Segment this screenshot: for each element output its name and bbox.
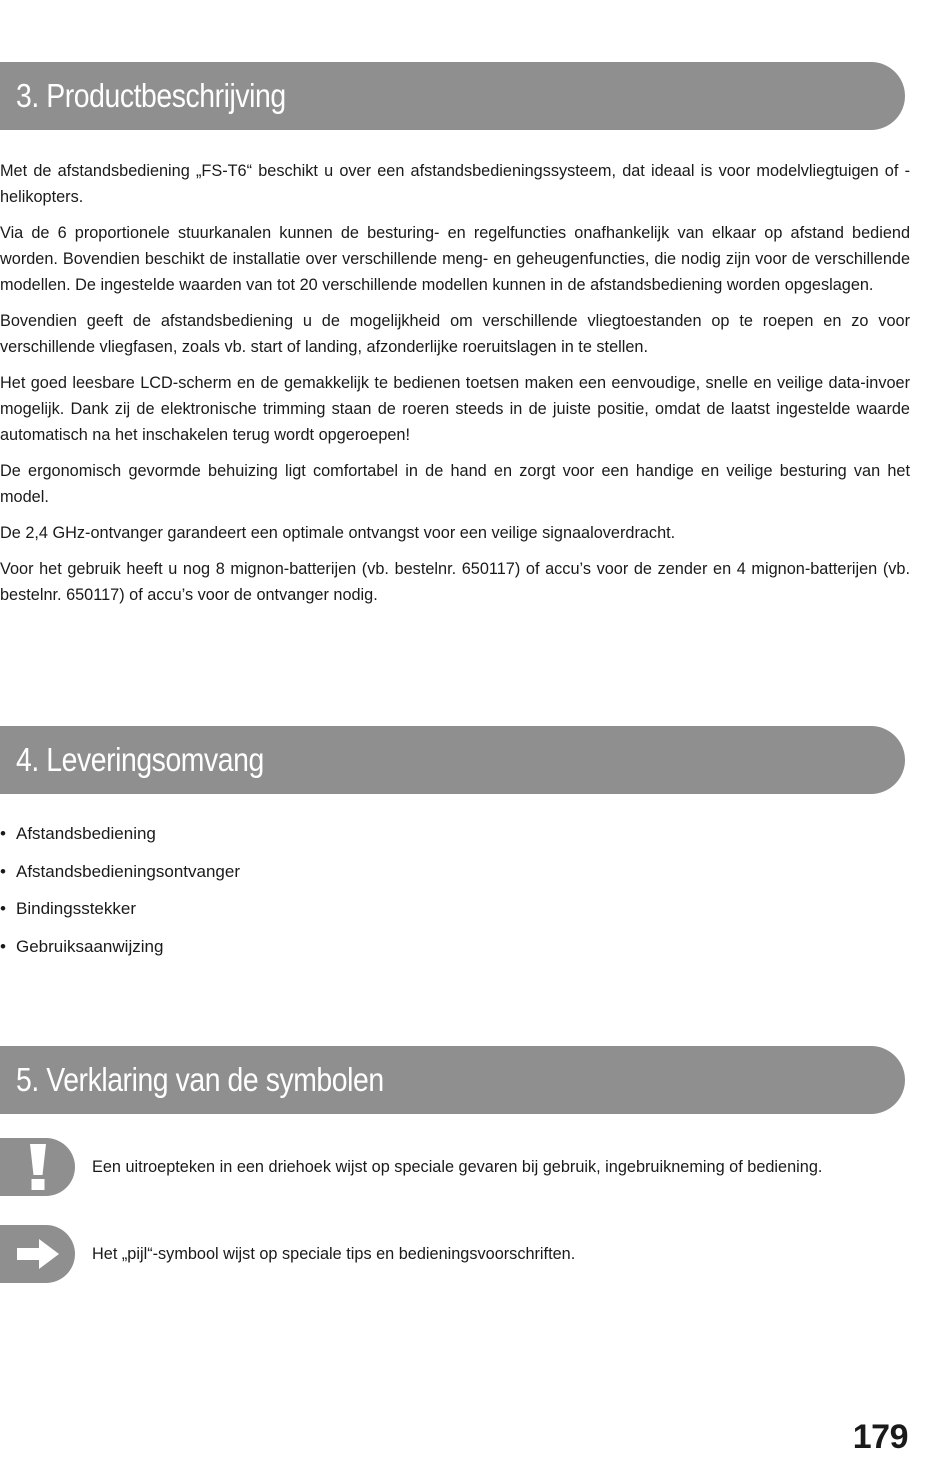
list-item [0, 898, 600, 936]
section-4-heading: 4. Leveringsomvang [16, 741, 264, 778]
arrow-right-icon [0, 1225, 75, 1283]
paragraph: De ergonomisch gevormde behuizing ligt comfortabel in de hand en zorgt voor een handige en veilige besturing van het model. [0, 462, 910, 506]
list-item [0, 936, 600, 974]
paragraph: Bovendien geeft de afstandsbediening u de mogelijkheid om verschillende vliegtoestanden op te roepen en zo voor verschillende vliegfasen, zoals vb. start of landing, afzonderlijke roeruitslagen in te stellen. [0, 312, 910, 356]
exclamation-icon [0, 1138, 75, 1196]
section-5-banner [0, 1046, 905, 1114]
list-item [0, 861, 600, 899]
symbol-description: Het „pijl“-symbool wijst op speciale tips en bedieningsvoorschriften. [92, 1245, 576, 1263]
paragraph: Met de afstandsbediening „FS-T6“ beschikt u over een afstandsbedieningssysteem, dat ideaal is voor modelvliegtuigen of -helikopters. [0, 162, 910, 206]
list-item [0, 823, 600, 861]
section-4-banner [0, 726, 905, 794]
delivery-list [0, 823, 600, 973]
paragraph: Voor het gebruik heeft u nog 8 mignon-batterijen (vb. bestelnr. 650117) of accu’s voor de zender en 4 mignon-batterijen (vb. bestelnr. 650117) of accu’s voor de ontvanger nodig. [0, 560, 910, 604]
paragraph: Via de 6 proportionele stuurkanalen kunnen de besturing- en regelfuncties onafhankelijk van elkaar op afstand bediend worden. Bovendien beschikt de installatie over verschillende meng- en geheugenfuncties, die nodig zijn voor de verschillende modellen. De ingestelde waarden van tot 20 verschillende modellen kunnen in de afstandsbediening worden opgeslagen. [0, 224, 910, 294]
list-item-label: Bindingsstekker [16, 899, 137, 918]
paragraph: De 2,4 GHz-ontvanger garandeert een optimale ontvangst voor een veilige signaaloverdracht. [0, 524, 676, 542]
section-5-heading: 5. Verklaring van de symbolen [16, 1061, 384, 1098]
list-item-label: Afstandsbediening [16, 824, 156, 843]
bullet-icon: • [0, 936, 6, 956]
bullet-icon: • [0, 899, 6, 918]
section-3-banner [0, 62, 905, 130]
section-3-heading: 3. Productbeschrijving [16, 77, 286, 114]
list-item-label: Afstandsbedieningsontvanger [16, 861, 240, 881]
bullet-icon: • [0, 861, 6, 881]
symbol-description: Een uitroepteken in een driehoek wijst op speciale gevaren bij gebruik, ingebruikneming of bediening. [92, 1158, 823, 1176]
bullet-icon: • [0, 824, 6, 843]
page-number: 179 [852, 1418, 908, 1456]
list-item-label: Gebruiksaanwijzing [16, 936, 164, 956]
section-3-body [0, 158, 910, 618]
paragraph: Het goed leesbare LCD-scherm en de gemakkelijk te bedienen toetsen maken een eenvoudige, snelle en veilige data-invoer mogelijk. Dank zij de elektronische trimming staan de roeren steeds in de juiste positie, omdat de laatst ingestelde waarde automatisch na het inschakelen terug wordt opgeroepen! [0, 374, 910, 444]
